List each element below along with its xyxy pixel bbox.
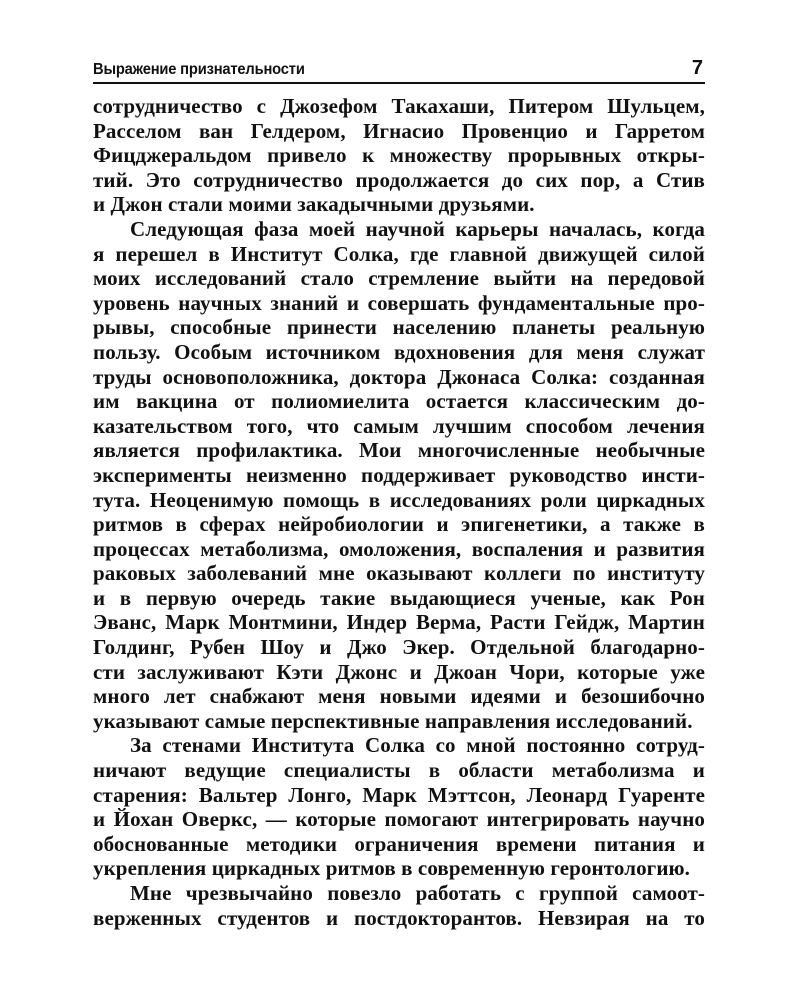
text-line: Голдинг, Рубен Шоу и Джо Экер. Отдельной благодарно-: [93, 635, 705, 660]
text-line: Фицджеральдом привело к множеству прорывных откры-: [93, 143, 705, 168]
text-line: раковых заболеваний мне оказывают коллеги по институту: [93, 561, 705, 586]
text-line: эксперименты неизменно поддерживает руководство инсти-: [93, 462, 705, 487]
text-line: пользу. Особым источником вдохновения для меня служат: [93, 339, 705, 364]
section-title: Выражение признательности: [93, 61, 305, 78]
paragraph: [93, 881, 705, 930]
text-line: и в первую очередь такие выдающиеся ученые, как Рон: [93, 585, 705, 610]
text-line: является профилактика. Мои многочисленные необычные: [93, 438, 705, 463]
text-line: За стенами Института Солка со мной постоянно сотруд-: [130, 733, 705, 758]
text-line: Мне чрезвычайно повезло работать с группой самоот-: [130, 881, 705, 905]
text-line: указывают самые перспективные направления исследований.: [93, 708, 693, 733]
text-line: и Йохан Оверкс, — которые помогают интегрировать научно: [93, 807, 705, 832]
text-line: им вакцина от полиомиелита остается классическим до-: [93, 389, 705, 414]
text-line: сти заслуживают Кэти Джонс и Джоан Чори, которые уже: [93, 659, 705, 684]
running-header: [93, 52, 705, 84]
text-line: процессах метаболизма, омоложения, воспаления и развития: [93, 536, 705, 561]
text-line: моих исследований стало стремление выйти на передовой: [93, 266, 705, 291]
text-line: тута. Неоценимую помощь в исследованиях роли циркадных: [93, 487, 705, 512]
text-line: много лет снабжают меня новыми идеями и безошибочно: [93, 684, 705, 709]
page-number: 7: [691, 57, 703, 79]
paragraph: [93, 94, 705, 217]
text-line: Расселом ван Гелдером, Игнасио Провенцио и Гарретом: [93, 118, 705, 143]
text-line: верженных студентов и постдокторантов. Невзирая на то: [93, 905, 705, 930]
paragraph: [93, 217, 705, 733]
text-line: сотрудничество с Джозефом Такахаши, Питером Шульцем,: [93, 94, 705, 118]
text-line: рывы, способные принести населению планеты реальную: [93, 315, 705, 340]
text-line: укрепления циркадных ритмов в современную геронтологию.: [93, 856, 691, 881]
text-line: казательством того, что самым лучшим способом лечения: [93, 413, 705, 438]
text-line: я перешел в Институт Солка, где главной движущей силой: [93, 241, 705, 266]
text-line: труды основоположника, доктора Джонаса Солка: созданная: [93, 364, 705, 389]
text-line: ритмов в сферах нейробиологии и эпигенетики, а также в: [93, 512, 705, 537]
book-page: [93, 52, 705, 930]
text-line: уровень научных знаний и совершать фундаментальные про-: [93, 290, 705, 315]
text-line: и Джон стали моими закадычными друзьями.: [93, 192, 535, 217]
paragraph: [93, 733, 705, 881]
text-line: Эванс, Марк Монтмини, Индер Верма, Расти Гейдж, Мартин: [93, 610, 705, 635]
text-line: старения: Вальтер Лонго, Марк Мэттсон, Леонард Гуаренте: [93, 782, 705, 807]
text-line: тий. Это сотрудничество продолжается до сих пор, а Стив: [93, 167, 705, 192]
text-line: ничают ведущие специалисты в области метаболизма и: [93, 758, 705, 783]
text-line: Следующая фаза моей научной карьеры началась, когда: [130, 216, 705, 241]
body-text: [93, 94, 705, 930]
text-line: обоснованные методики ограничения времени питания и: [93, 831, 705, 856]
